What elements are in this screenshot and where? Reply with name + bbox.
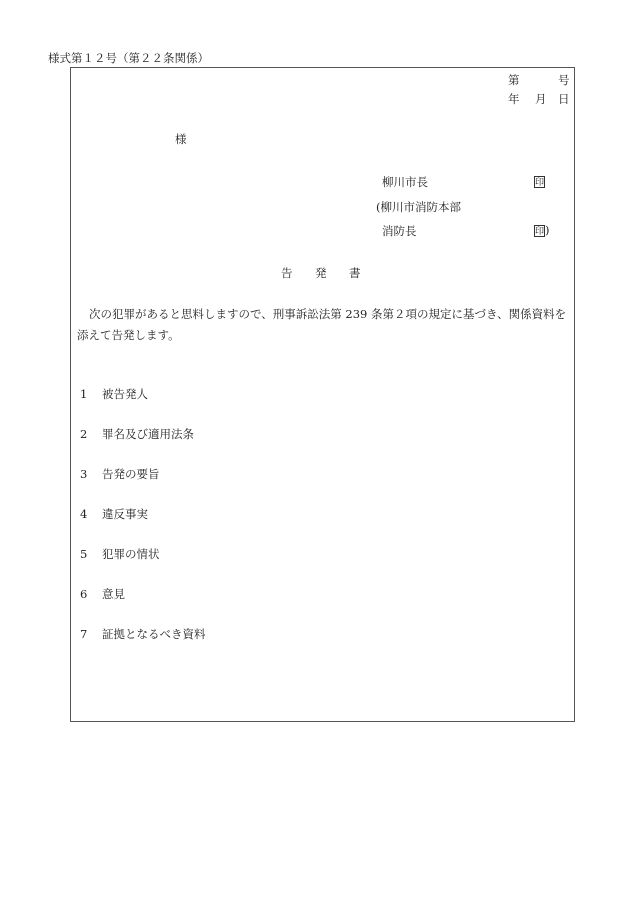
- date-day: 日: [558, 92, 570, 106]
- seal-icon: 印: [535, 178, 545, 188]
- title-char-2: 発: [315, 266, 327, 280]
- closing-paren: ): [545, 223, 550, 237]
- item-label: 告発の要旨: [102, 467, 160, 481]
- date-month: 月: [535, 92, 547, 106]
- item-label: 犯罪の情状: [102, 547, 160, 561]
- item-number: 4: [80, 507, 88, 521]
- item-number: 6: [80, 587, 88, 601]
- item-number: 5: [80, 547, 88, 561]
- issuer-fire-chief: 消防長: [382, 224, 417, 238]
- addressee-honorific: 様: [175, 132, 187, 146]
- title-char-1: 告: [281, 266, 293, 280]
- item-label: 意見: [102, 587, 125, 601]
- body-paragraph: [77, 304, 572, 346]
- item-number: 2: [80, 427, 88, 441]
- doc-number-suffix: 号: [558, 73, 570, 87]
- item-label: 罪名及び適用法条: [102, 427, 194, 441]
- list-item: [80, 506, 148, 522]
- issuer-fire-dept: (柳川市消防本部: [376, 200, 461, 214]
- item-label: 被告発人: [102, 387, 148, 401]
- form-number-label: 様式第１２号（第２２条関係）: [48, 51, 209, 65]
- seal-mark-1: [534, 174, 545, 188]
- list-item: [80, 426, 194, 442]
- item-label: 証拠となるべき資料: [102, 627, 206, 641]
- item-number: 3: [80, 467, 88, 481]
- list-item: [80, 626, 206, 642]
- issuer-mayor: 柳川市長: [382, 175, 428, 189]
- item-number: 7: [80, 627, 88, 641]
- list-item: [80, 386, 148, 402]
- body-text: 次の犯罪があると思料しますので、刑事訴訟法第 239 条第２項の規定に基づき、関係資料を添えて告発します。: [77, 307, 567, 342]
- list-item: [80, 586, 125, 602]
- item-number: 1: [80, 387, 88, 401]
- list-item: [80, 546, 160, 562]
- date-year: 年: [508, 92, 520, 106]
- title-char-3: 書: [349, 266, 361, 280]
- item-label: 違反事実: [102, 507, 148, 521]
- seal-icon: 印: [535, 227, 545, 237]
- list-item: [80, 466, 160, 482]
- seal-mark-2: [534, 223, 550, 237]
- doc-number-prefix: 第: [508, 73, 520, 87]
